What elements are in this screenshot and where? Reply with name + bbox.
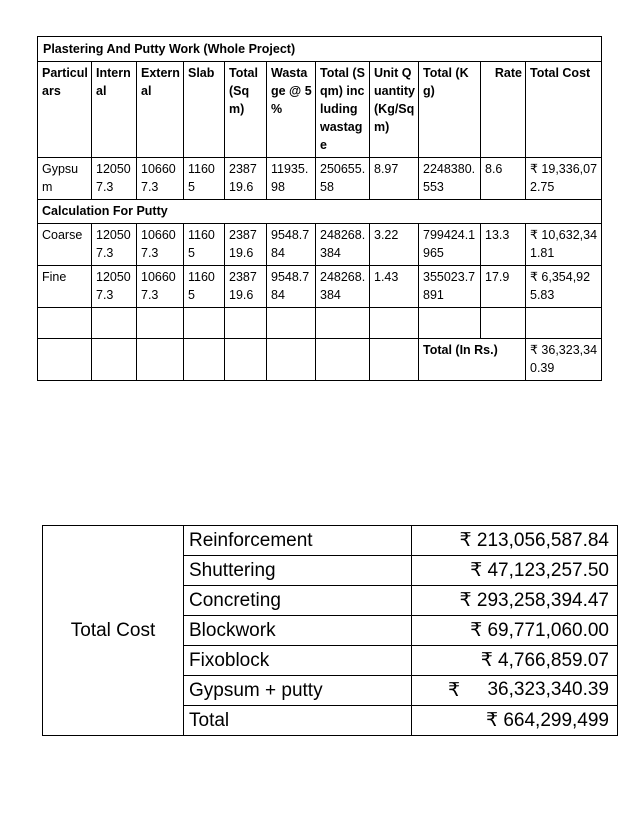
cell: Gypsum — [38, 158, 92, 200]
plastering-putty-table — [37, 36, 602, 381]
cost-amount: ₹ 4,766,859.07 — [412, 646, 618, 676]
cell: 11605 — [184, 158, 225, 200]
cell: Fine — [38, 266, 92, 308]
currency-symbol: ₹ — [448, 680, 461, 701]
cell: 9548.784 — [267, 224, 316, 266]
table-row-gypsum — [38, 158, 602, 200]
cost-amount: 36,323,340.39 — [487, 679, 609, 700]
cost-amount: ₹ 664,299,499 — [412, 706, 618, 736]
header-cell: Total Cost — [526, 62, 602, 158]
cell: 238719.6 — [225, 158, 267, 200]
cost-item: Gypsum + putty — [184, 676, 412, 706]
cost-item: Fixoblock — [184, 646, 412, 676]
cell: 11605 — [184, 266, 225, 308]
cell: ₹ 10,632,341.81 — [526, 224, 602, 266]
cell: 106607.3 — [137, 266, 184, 308]
cell: 120507.3 — [92, 266, 137, 308]
cell: 13.3 — [481, 224, 526, 266]
cost-amount: ₹ 293,258,394.47 — [412, 586, 618, 616]
cost-item: Shuttering — [184, 556, 412, 586]
cell: 3.22 — [370, 224, 419, 266]
header-cell: Wastage @ 5 % — [267, 62, 316, 158]
cell: ₹ 19,336,072.75 — [526, 158, 602, 200]
table-row-total — [38, 339, 602, 381]
cost-row — [43, 526, 618, 556]
cell: 17.9 — [481, 266, 526, 308]
table-row-fine — [38, 266, 602, 308]
header-cell: External — [137, 62, 184, 158]
header-cell: Internal — [92, 62, 137, 158]
total-cost-label: Total Cost — [43, 526, 184, 736]
cell: 8.6 — [481, 158, 526, 200]
cell: 1.43 — [370, 266, 419, 308]
cell: 238719.6 — [225, 224, 267, 266]
header-cell: Particulars — [38, 62, 92, 158]
header-row — [38, 62, 602, 158]
cell: ₹ 6,354,925.83 — [526, 266, 602, 308]
cell: 11605 — [184, 224, 225, 266]
cell: 8.97 — [370, 158, 419, 200]
cell: 106607.3 — [137, 224, 184, 266]
cell: 248268.384 — [316, 224, 370, 266]
cell: 2248380.553 — [419, 158, 481, 200]
table-title: Plastering And Putty Work (Whole Project) — [38, 37, 602, 62]
total-label: Total (In Rs.) — [419, 339, 526, 381]
header-cell: Total (Kg) — [419, 62, 481, 158]
cell: 120507.3 — [92, 224, 137, 266]
cost-item: Blockwork — [184, 616, 412, 646]
cell: 250655.58 — [316, 158, 370, 200]
cell: 799424.1965 — [419, 224, 481, 266]
header-cell: Total (Sqm) — [225, 62, 267, 158]
cost-item: Total — [184, 706, 412, 736]
cost-item: Reinforcement — [184, 526, 412, 556]
cell: 9548.784 — [267, 266, 316, 308]
cost-amount: ₹ 47,123,257.50 — [412, 556, 618, 586]
cell: 11935.98 — [267, 158, 316, 200]
cell: 248268.384 — [316, 266, 370, 308]
header-cell: Unit Quantity (Kg/Sqm) — [370, 62, 419, 158]
putty-section-title: Calculation For Putty — [38, 200, 602, 224]
cell: 120507.3 — [92, 158, 137, 200]
cost-amount: ₹ 213,056,587.84 — [412, 526, 618, 556]
cell: 106607.3 — [137, 158, 184, 200]
header-cell: Rate — [481, 62, 526, 158]
header-cell: Slab — [184, 62, 225, 158]
cell: 238719.6 — [225, 266, 267, 308]
empty-row — [38, 308, 602, 339]
cost-amount: ₹ 69,771,060.00 — [412, 616, 618, 646]
cell: Coarse — [38, 224, 92, 266]
cell: 355023.7891 — [419, 266, 481, 308]
total-cost-table — [42, 525, 618, 736]
header-cell: Total (Sqm) including wastage — [316, 62, 370, 158]
cost-item: Concreting — [184, 586, 412, 616]
table-row-coarse — [38, 224, 602, 266]
total-value: ₹ 36,323,340.39 — [526, 339, 602, 381]
